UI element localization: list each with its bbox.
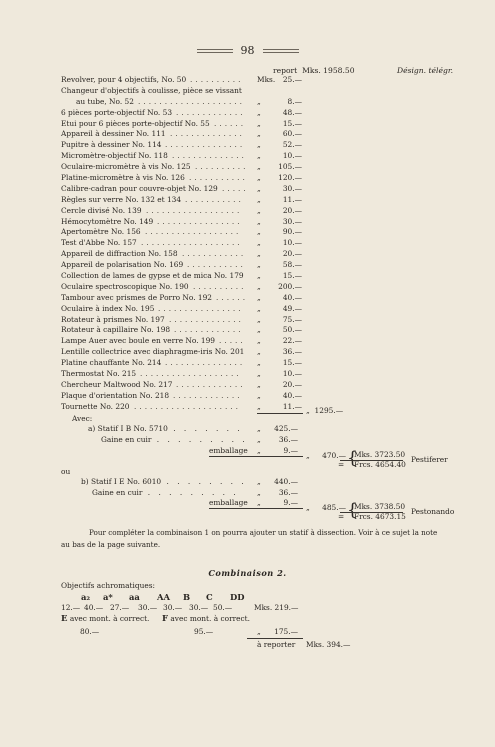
item-leader-dots: ............. — [176, 379, 246, 389]
option-b-rule — [209, 508, 303, 509]
item-row — [61, 347, 331, 358]
item-ditto: „ — [257, 303, 261, 313]
item-ditto: „ — [257, 173, 261, 183]
item-price: 25.— — [282, 75, 302, 84]
item-ditto: „ — [257, 292, 261, 302]
option-a-statif-price: 425.— — [274, 424, 298, 433]
item-ditto: Mks. — [257, 75, 276, 84]
item-row — [61, 325, 331, 336]
item-price: 20.— — [282, 249, 302, 259]
item-ditto: „ — [257, 140, 261, 150]
item-leader-dots: ............. — [174, 325, 244, 335]
item-row — [61, 238, 331, 249]
item-row — [61, 217, 331, 228]
objective-price: 50.— — [213, 603, 233, 612]
header-rule-right — [263, 49, 299, 53]
item-ditto: „ — [257, 358, 261, 368]
item-price: 20.— — [282, 379, 302, 389]
item-price: 15.— — [282, 271, 302, 281]
item-label: Pupitre à dessiner No. 114 — [61, 140, 162, 150]
item-leader-dots: ..... — [222, 183, 249, 193]
option-a-total-ditto: „ — [306, 451, 310, 460]
mount-f-label: F avec mont. à correct. — [162, 614, 250, 624]
item-label: Oculaire spectroscopique No. 190 — [61, 281, 189, 291]
combination-title: Combinaison 2. — [208, 568, 287, 578]
item-leader-dots: .................. — [146, 205, 243, 215]
item-price: 20.— — [282, 205, 302, 215]
option-b-equals: = — [338, 512, 345, 521]
option-a-code: Pestiferer — [411, 455, 448, 464]
item-ditto: „ — [257, 205, 261, 215]
reporter-value: Mks. 394.— — [306, 640, 351, 649]
item-ditto: „ — [257, 260, 261, 270]
item-label: Appareil à dessiner No. 111 — [61, 129, 166, 139]
option-b-total-ditto: „ — [306, 503, 310, 512]
option-b-code: Pestonando — [411, 507, 455, 516]
item-price: 30.— — [282, 183, 302, 193]
item-ditto: „ — [257, 347, 261, 357]
item-leader-dots: .................... — [138, 96, 245, 106]
objective-price: 40.— — [84, 603, 104, 612]
mount-f-price: 95.— — [194, 627, 214, 636]
item-price: 49.— — [282, 303, 302, 313]
item-label: Collection de lames de gypse et de mica No. 179 — [61, 271, 244, 281]
report-forward — [273, 66, 355, 75]
option-b-statif-label: b) Statif I E No. 6010 — [81, 477, 162, 486]
item-price: 11.— — [282, 401, 302, 411]
option-b-emballage: emballage — [209, 498, 248, 507]
objectives-total: Mks. 219.— — [254, 603, 299, 612]
option-a-statif-label: a) Statif I B No. 5710 — [88, 424, 168, 433]
item-label: Oculaire-micromètre à vis No. 125 — [61, 162, 191, 172]
item-price: 10.— — [282, 238, 302, 248]
subtotal-ditto: „ — [306, 406, 310, 415]
item-price: 40.— — [282, 292, 302, 302]
item-leader-dots: .................. — [145, 227, 242, 237]
item-label: Chercheur Maltwood No. 217 — [61, 379, 173, 389]
item-row — [61, 129, 331, 140]
item-ditto: „ — [257, 401, 261, 411]
objective-name: aa — [129, 592, 140, 602]
item-price: 36.— — [282, 347, 302, 357]
option-a-gaine-price: 36.— — [278, 435, 298, 444]
item-label: Rotateur à prismes No. 197 — [61, 314, 165, 324]
objective-name: a* — [103, 592, 113, 602]
item-row — [61, 97, 331, 108]
mount-e-label: E avec mont. à correct. — [61, 614, 150, 624]
item-leader-dots: ............. — [176, 107, 246, 117]
item-label: Tambour avec prismes de Porro No. 192 — [61, 292, 213, 302]
option-b-statif: b) Statif I E No. 6010 . . . . . . . . — [81, 477, 247, 486]
item-label: Règles sur verre No. 132 et 134 — [61, 194, 182, 204]
option-a-emballage-price: 9.— — [283, 446, 298, 455]
item-price: 50.— — [282, 325, 302, 335]
item-label: au tube, No. 52 — [76, 96, 134, 106]
item-row — [61, 249, 331, 260]
item-price: 40.— — [282, 390, 302, 400]
item-row — [61, 293, 331, 304]
item-leader-dots: ................... — [140, 369, 242, 379]
mount-total-rule — [247, 638, 303, 639]
option-b-brace: { — [347, 500, 358, 520]
item-row — [61, 119, 331, 130]
item-leader-dots: ............... — [165, 140, 246, 150]
item-price: 105.— — [278, 162, 302, 172]
item-leader-dots: ...... — [216, 292, 249, 302]
item-price: 22.— — [282, 336, 302, 346]
item-ditto: „ — [257, 238, 261, 248]
item-ditto: „ — [257, 107, 261, 117]
objectives-heading: Objectifs achromatiques: — [61, 581, 155, 590]
item-row — [61, 108, 331, 119]
item-leader-dots: .............. — [169, 314, 244, 324]
item-leader-dots: ........... — [185, 194, 244, 204]
report-value: Mks. 1958.50 — [302, 66, 355, 75]
option-b-total-mks: Mks. 3738.50 — [354, 502, 406, 511]
item-leader-dots: .............. — [172, 151, 247, 161]
item-label: Appareil de diffraction No. 158 — [61, 249, 178, 259]
mount-f-text: avec mont. à correct. — [168, 614, 250, 623]
item-row — [61, 151, 331, 162]
item-price: 15.— — [282, 118, 302, 128]
item-ditto: „ — [257, 369, 261, 379]
item-price: 10.— — [282, 369, 302, 379]
item-price: 30.— — [282, 216, 302, 226]
item-leader-dots: ............ — [182, 249, 247, 259]
item-price: 52.— — [282, 140, 302, 150]
item-leader-dots: .................... — [134, 401, 241, 411]
item-row — [61, 369, 331, 380]
item-ditto: „ — [257, 183, 261, 193]
item-price: 60.— — [282, 129, 302, 139]
item-leader-dots: ..... — [219, 336, 246, 346]
item-row — [61, 195, 331, 206]
item-row — [61, 380, 331, 391]
item-label: Hémocytomètre No. 149 — [61, 216, 154, 226]
item-label: Test d'Abbe No. 157 — [61, 238, 137, 248]
item-ditto: „ — [257, 227, 261, 237]
item-row — [61, 336, 331, 347]
objective-name: DD — [230, 592, 245, 602]
option-a-emballage: emballage — [209, 446, 248, 455]
note-line-1: Pour compléter la combinaison 1 on pourra ajouter un statif à dissection. Voir à ce sujet la note — [89, 528, 438, 537]
item-ditto: „ — [257, 151, 261, 161]
item-leader-dots: ............. — [173, 390, 243, 400]
item-label: Revolver, pour 4 objectifs, No. 50 — [61, 75, 187, 84]
item-row — [61, 271, 331, 282]
item-label: Platine chauffante No. 214 — [61, 358, 162, 368]
option-b-gaine-label: Gaine en cuir — [92, 488, 143, 497]
item-leader-dots: ................... — [141, 238, 243, 248]
option-a-statif: a) Statif I B No. 5710 . . . . . . . — [88, 424, 243, 433]
item-ditto: „ — [257, 194, 261, 204]
option-b-emballage-ditto: „ — [257, 498, 261, 507]
item-price: 75.— — [282, 314, 302, 324]
objective-name: a₂ — [81, 592, 91, 602]
item-label: Rotateur à capillaire No. 198 — [61, 325, 171, 335]
item-label: Plaque d'orientation No. 218 — [61, 390, 170, 400]
objective-name: AA — [157, 592, 170, 602]
item-ditto: „ — [257, 271, 261, 281]
item-label: Changeur d'objectifs à coulisse, pièce se vissant — [61, 85, 242, 95]
items-list — [61, 75, 331, 413]
item-row — [61, 304, 331, 315]
objective-name: C — [206, 592, 213, 602]
item-price: 15.— — [282, 358, 302, 368]
subtotal-value: 1295.— — [314, 406, 344, 415]
item-label: Micromètre-objectif No. 118 — [61, 151, 168, 161]
item-ditto: „ — [257, 390, 261, 400]
item-label: Platine-micromètre à vis No. 126 — [61, 173, 185, 183]
item-leader-dots: ................ — [158, 303, 244, 313]
item-row — [61, 315, 331, 326]
item-leader-dots: ........... — [189, 173, 248, 183]
option-b-gaine-ditto: „ — [257, 488, 261, 497]
subtotal-rule — [257, 413, 303, 414]
item-ditto: „ — [257, 314, 261, 324]
item-ditto: „ — [257, 129, 261, 139]
item-row — [61, 184, 331, 195]
item-price: 10.— — [282, 151, 302, 161]
objective-price: 30.— — [138, 603, 158, 612]
mount-total: 175.— — [274, 627, 298, 636]
item-ditto: „ — [257, 96, 261, 106]
objective-price: 30.— — [189, 603, 209, 612]
item-leader-dots: ...... — [214, 118, 247, 128]
item-label: Thermostat No. 215 — [61, 369, 137, 379]
item-ditto: „ — [257, 216, 261, 226]
item-label: Etui pour 6 pièces porte-objectif No. 55 — [61, 118, 210, 128]
option-a-rule — [209, 456, 303, 457]
item-leader-dots: .......... — [193, 281, 247, 291]
option-a-total-value: 470.— — [322, 451, 346, 460]
option-a-total-mks: Mks. 3723.50 — [354, 450, 406, 459]
option-a-gaine-ditto: „ — [257, 435, 261, 444]
objective-name: B — [183, 592, 191, 602]
item-leader-dots: .......... — [195, 162, 249, 172]
option-b-emballage-price: 9.— — [283, 498, 298, 507]
item-ditto: „ — [257, 325, 261, 335]
item-row — [61, 140, 331, 151]
telegram-code-header: Désign. télégr. — [397, 66, 454, 75]
objective-price: 30.— — [163, 603, 183, 612]
item-row — [61, 227, 331, 238]
item-row — [61, 402, 331, 413]
option-a-gaine: Gaine en cuir . . . . . . . . . — [101, 435, 248, 444]
item-price: 58.— — [282, 260, 302, 270]
item-label: Oculaire à index No. 195 — [61, 303, 155, 313]
ou-label: ou — [61, 467, 71, 476]
mount-e-price: 80.— — [80, 627, 100, 636]
item-row — [61, 260, 331, 271]
option-b-total-frcs: Frcs. 4673.15 — [354, 512, 406, 521]
reporter-label: à reporter — [257, 640, 296, 649]
item-price: 8.— — [287, 96, 302, 106]
option-b-gaine-price: 36.— — [278, 488, 298, 497]
option-a-equals: = — [338, 460, 345, 469]
report-label: report — [273, 66, 298, 75]
option-a-emballage-ditto: „ — [257, 446, 261, 455]
option-b-gaine: Gaine en cuir . . . . . . . . . — [92, 488, 239, 497]
item-row — [61, 86, 331, 97]
item-row — [61, 173, 331, 184]
item-leader-dots: ............... — [165, 358, 246, 368]
item-price: 200.— — [278, 281, 302, 291]
option-a-total-frcs: Frcs. 4654.40 — [354, 460, 406, 469]
header-rule-left — [197, 49, 233, 53]
item-price: 90.— — [282, 227, 302, 237]
item-price: 120.— — [278, 173, 302, 183]
item-label: Appareil de polarisation No. 169 — [61, 260, 184, 270]
item-price: 11.— — [282, 194, 302, 204]
option-a-brace: { — [347, 448, 358, 468]
item-ditto: „ — [257, 118, 261, 128]
item-row — [61, 162, 331, 173]
item-label: Cercle divisé No. 139 — [61, 205, 142, 215]
item-leader-dots: .............. — [170, 129, 245, 139]
note-line-2: au bas de la page suivante. — [61, 540, 161, 549]
item-row — [61, 358, 331, 369]
subtotal — [306, 406, 343, 417]
item-ditto: „ — [257, 336, 261, 346]
item-leader-dots: .......... — [190, 75, 244, 84]
objective-price: 12.— — [61, 603, 81, 612]
item-label: Apertomètre No. 156 — [61, 227, 141, 237]
item-ditto: „ — [257, 379, 261, 389]
avec-label: Avec: — [72, 414, 93, 423]
mount-ditto: „ — [257, 627, 261, 636]
option-b-statif-price: 440.— — [274, 477, 298, 486]
item-label: Tournette No. 220 — [61, 401, 130, 411]
item-label: Lentille collectrice avec diaphragme-iris No. 201 — [61, 347, 245, 357]
option-a-statif-ditto: „ — [257, 424, 261, 433]
objective-price: 27.— — [110, 603, 130, 612]
option-a-gaine-label: Gaine en cuir — [101, 435, 152, 444]
item-leader-dots: ................ — [157, 216, 243, 226]
item-row — [61, 206, 331, 217]
item-label: 6 pièces porte-objectif No. 53 — [61, 107, 173, 117]
item-ditto: „ — [257, 281, 261, 291]
option-b-statif-ditto: „ — [257, 477, 261, 486]
item-label: Calibre-cadran pour couvre-objet No. 129 — [61, 183, 218, 193]
page-header — [0, 40, 495, 59]
item-ditto: „ — [257, 249, 261, 259]
item-price: 48.— — [282, 107, 302, 117]
item-ditto: „ — [257, 162, 261, 172]
item-label: Lampe Auer avec boule en verre No. 199 — [61, 336, 216, 346]
item-leader-dots: ........... — [187, 260, 246, 270]
item-row — [61, 282, 331, 293]
mount-e-text: avec mont. à correct. — [67, 614, 150, 623]
page-number: 98 — [240, 44, 255, 57]
item-row — [61, 75, 331, 86]
option-b-total-value: 485.— — [322, 503, 346, 512]
item-row — [61, 391, 331, 402]
